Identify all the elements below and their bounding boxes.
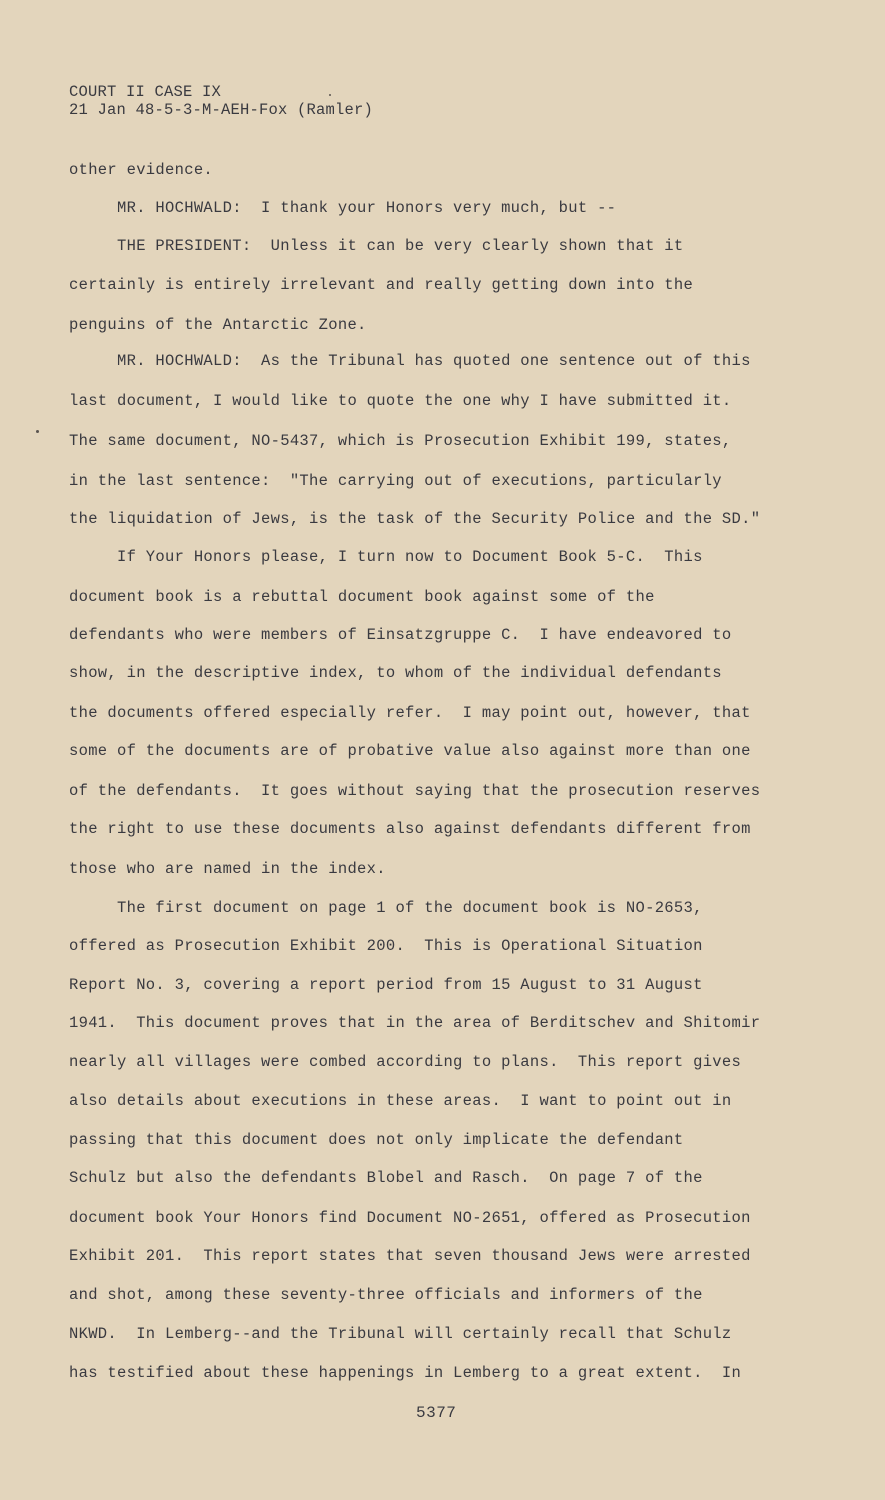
transcript-line: nearly all villages were combed according to plans. This report gives [69, 1053, 742, 1071]
transcript-line: Exhibit 201. This report states that seven thousand Jews were arrested [69, 1247, 751, 1265]
transcript-line: last document, I would like to quote the one why I have submitted it. [69, 392, 732, 410]
transcript-line: show, in the descriptive index, to whom of the individual defendants [69, 664, 722, 682]
case-header-court: COURT II CASE IX [69, 83, 222, 101]
case-header-session: 21 Jan 48-5-3-M-AEH-Fox (Ramler) [69, 101, 374, 119]
transcript-line: those who are named in the index. [69, 860, 386, 878]
transcript-line: document book is a rebuttal document book against some of the [69, 588, 655, 606]
transcript-line: THE PRESIDENT: Unless it can be very clearly shown that it [69, 237, 684, 255]
transcript-line: in the last sentence: "The carrying out of executions, particularly [69, 472, 722, 490]
transcript-line: certainly is entirely irrelevant and really getting down into the [69, 276, 694, 294]
transcript-line: some of the documents are of probative value also against more than one [69, 742, 751, 760]
transcript-line: has testified about these happenings in Lemberg to a great extent. In [69, 1364, 742, 1382]
transcript-line: offered as Prosecution Exhibit 200. This is Operational Situation [69, 937, 703, 955]
transcript-line: passing that this document does not only implicate the defendant [69, 1131, 684, 1149]
transcript-line: The first document on page 1 of the document book is NO-2653, [69, 899, 703, 917]
transcript-line: document book Your Honors find Document NO-2651, offered as Prosecution [69, 1209, 751, 1227]
transcript-line: If Your Honors please, I turn now to Document Book 5-C. This [69, 548, 703, 566]
transcript-line: the right to use these documents also against defendants different from [69, 820, 751, 838]
transcript-line: and shot, among these seventy-three officials and informers of the [69, 1286, 703, 1304]
transcript-line: MR. HOCHWALD: I thank your Honors very much, but -- [69, 199, 617, 217]
transcript-line: the documents offered especially refer. I may point out, however, that [69, 704, 751, 722]
transcript-line: of the defendants. It goes without saying that the prosecution reserves [69, 782, 761, 800]
transcript-line: Schulz but also the defendants Blobel and Rasch. On page 7 of the [69, 1169, 703, 1187]
transcript-line: The same document, NO-5437, which is Prosecution Exhibit 199, states, [69, 432, 732, 450]
transcript-line: NKWD. In Lemberg--and the Tribunal will certainly recall that Schulz [69, 1325, 732, 1343]
transcript-line: the liquidation of Jews, is the task of the Security Police and the SD." [69, 510, 761, 528]
transcript-line: penguins of the Antarctic Zone. [69, 316, 367, 334]
paper-speck [36, 430, 39, 433]
transcript-line: defendants who were members of Einsatzgruppe C. I have endeavored to [69, 626, 732, 644]
transcript-line: also details about executions in these areas. I want to point out in [69, 1092, 732, 1110]
transcript-line: Report No. 3, covering a report period from 15 August to 31 August [69, 976, 703, 994]
transcript-line: 1941. This document proves that in the area of Berditschev and Shitomir [69, 1014, 761, 1032]
transcript-line: other evidence. [69, 161, 214, 179]
paper-speck [329, 94, 331, 96]
transcript-line: MR. HOCHWALD: As the Tribunal has quoted one sentence out of this [69, 352, 751, 370]
page-number: 5377 [416, 1404, 457, 1422]
